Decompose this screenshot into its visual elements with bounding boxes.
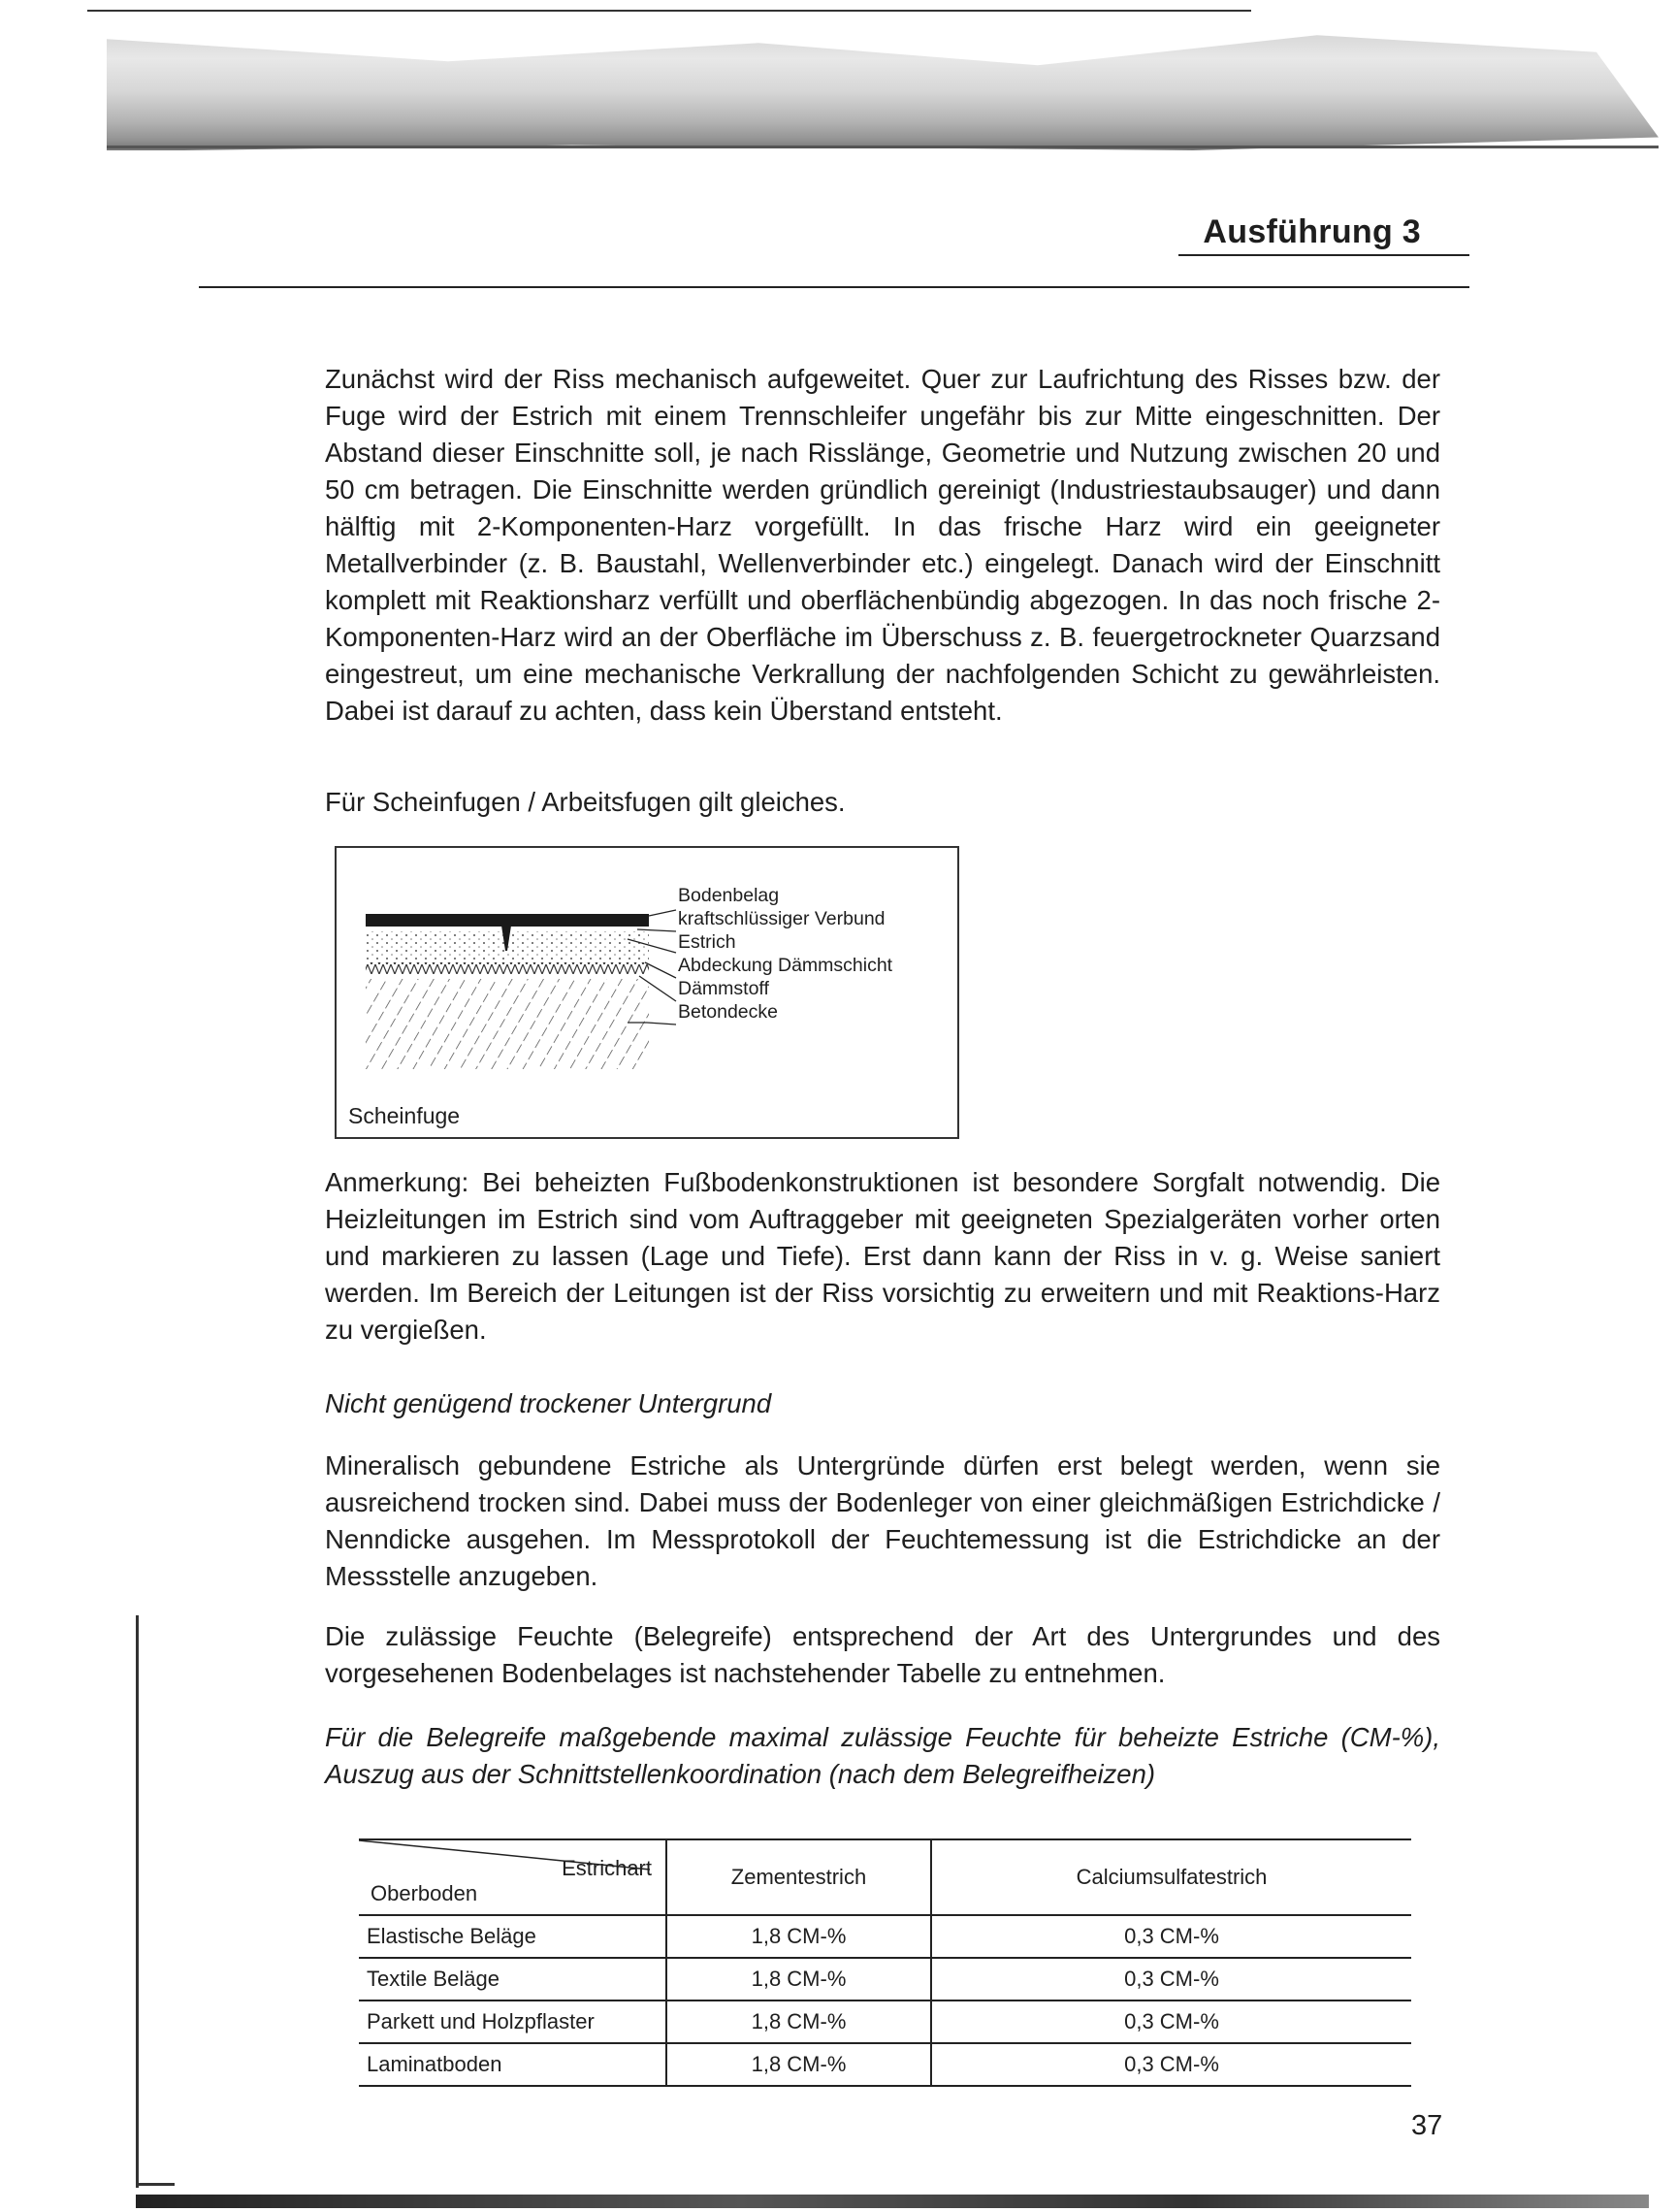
row-label: Laminatboden (359, 2043, 666, 2086)
figure-scheinfuge (335, 846, 959, 1139)
header-divider (199, 286, 1469, 288)
label-bodenbelag: Bodenbelag (678, 885, 780, 906)
paragraph-remark: Anmerkung: Bei beheizten Fußbodenkonstruktionen ist besondere Sorgfalt notwendig. Die Heizleitungen im Estrich sind vom Auftraggeber mit geeigneten Spezialgeräten vorher orten und markieren zu lassen (Lage und Tiefe). Erst dann kann der Riss in v. g. Weise saniert werden. Im Bereich der Leitungen ist der Riss vorsichtig zu erweitern und mit Reaktions-Harz zu vergießen. (325, 1167, 1440, 1345)
table-cell: 0,3 CM-% (931, 1958, 1411, 2001)
scan-edge-line (87, 10, 1251, 12)
paragraph-substrate: Mineralisch gebundene Estriche als Untergründe dürfen erst belegt werden, wenn sie ausreichend trocken sind. Dabei muss der Bodenleger von einer gleichmäßigen Estrichdicke / Nenndicke ausgehen. Im Messprotokoll der Feuchtemessung ist die Estrichdicke an der Messstelle anzugeben. (325, 1450, 1440, 1591)
layer-diagram (337, 848, 957, 1137)
table-header-row (359, 1839, 1411, 1915)
table-row (359, 2001, 1411, 2043)
table-cell: 0,3 CM-% (931, 2043, 1411, 2086)
row-label: Parkett und Holzpflaster (359, 2001, 666, 2043)
table-row (359, 1915, 1411, 1958)
title-underline (1178, 254, 1469, 256)
label-betondecke: Betondecke (678, 1001, 778, 1023)
label-daemmstoff: Dämmstoff (678, 978, 769, 999)
figure-caption: Scheinfuge (348, 1103, 461, 1128)
label-estrich: Estrich (678, 931, 736, 953)
page-number: 37 (1411, 2110, 1443, 2141)
column-header: Calciumsulfatestrich (931, 1839, 1411, 1915)
chapter-title: Ausführung 3 (1203, 213, 1421, 250)
table-row (359, 2043, 1411, 2086)
scan-edge-left (136, 1615, 139, 2188)
table-cell: 1,8 CM-% (666, 2043, 931, 2086)
table-cell: 1,8 CM-% (666, 1958, 931, 2001)
corner-label-estrichart: Estrichart (562, 1856, 652, 1880)
moisture-table-wrapper (359, 1838, 1411, 2096)
layer-bodenbelag (366, 914, 649, 927)
scan-edge-rule (107, 146, 1659, 148)
table-row (359, 1958, 1411, 2001)
moisture-table (359, 1838, 1411, 2087)
layer-daemmstoff (366, 979, 649, 1069)
table-cell: 0,3 CM-% (931, 1915, 1411, 1958)
scan-shadow-bottom (136, 2195, 1649, 2208)
section-heading: Nicht genügend trockener Untergrund (325, 1388, 772, 1418)
row-label: Elastische Beläge (359, 1915, 666, 1958)
label-abdeckung: Abdeckung Dämmschicht (678, 955, 893, 976)
layer-abdeckung (366, 962, 649, 974)
paragraph-joints: Für Scheinfugen / Arbeitsfugen gilt gleiches. (325, 787, 846, 817)
scan-edge-corner (136, 2183, 175, 2186)
table-cell: 0,3 CM-% (931, 2001, 1411, 2043)
table-caption: Für die Belegreife maßgebende maximal zulässige Feuchte für beheizte Estriche (CM-%), Auszug aus der Schnittstellenkoordination (nach dem Belegreifheizen) (325, 1722, 1440, 1789)
scan-shadow-top (107, 19, 1659, 150)
table-corner-cell (359, 1839, 666, 1915)
column-header: Zementestrich (666, 1839, 931, 1915)
corner-label-oberboden: Oberboden (371, 1881, 478, 1905)
label-verbund: kraftschlüssiger Verbund (678, 908, 886, 929)
table-cell: 1,8 CM-% (666, 2001, 931, 2043)
paragraph-moisture: Die zulässige Feuchte (Belegreife) entsprechend der Art des Untergrundes und des vorgesehenen Bodenbelages ist nachstehender Tabelle zu entnehmen. (325, 1621, 1440, 1688)
row-label: Textile Beläge (359, 1958, 666, 2001)
table-cell: 1,8 CM-% (666, 1915, 931, 1958)
paragraph-crack-repair: Zunächst wird der Riss mechanisch aufgeweitet. Quer zur Laufrichtung des Risses bzw. der Fuge wird der Estrich mit einem Trennschleifer ungefähr bis zur Mitte eingeschnitten. Der Abstand dieser Einschnitte soll, je nach Risslänge, Geometrie und Nutzung zwischen 20 und 50 cm betragen. Die Einschnitte werden gründlich gereinigt (Industriestaubsauger) und dann hälftig mit 2-Komponenten-Harz vorgefüllt. In das frische Harz wird ein geeigneter Metallverbinder (z. B. Baustahl, Wellenverbinder etc.) eingelegt. Danach wird der Einschnitt komplett mit Reaktionsharz verfüllt und oberflächenbündig abgezogen. In das noch frische 2-Komponenten-Harz wird an der Oberfläche im Überschuss z. B. feuergetrockneter Quarzsand eingestreut, um eine mechanische Verkrallung der nachfolgenden Schicht zu gewährleisten. Dabei ist darauf zu achten, dass kein Überstand entsteht. (325, 364, 1440, 726)
